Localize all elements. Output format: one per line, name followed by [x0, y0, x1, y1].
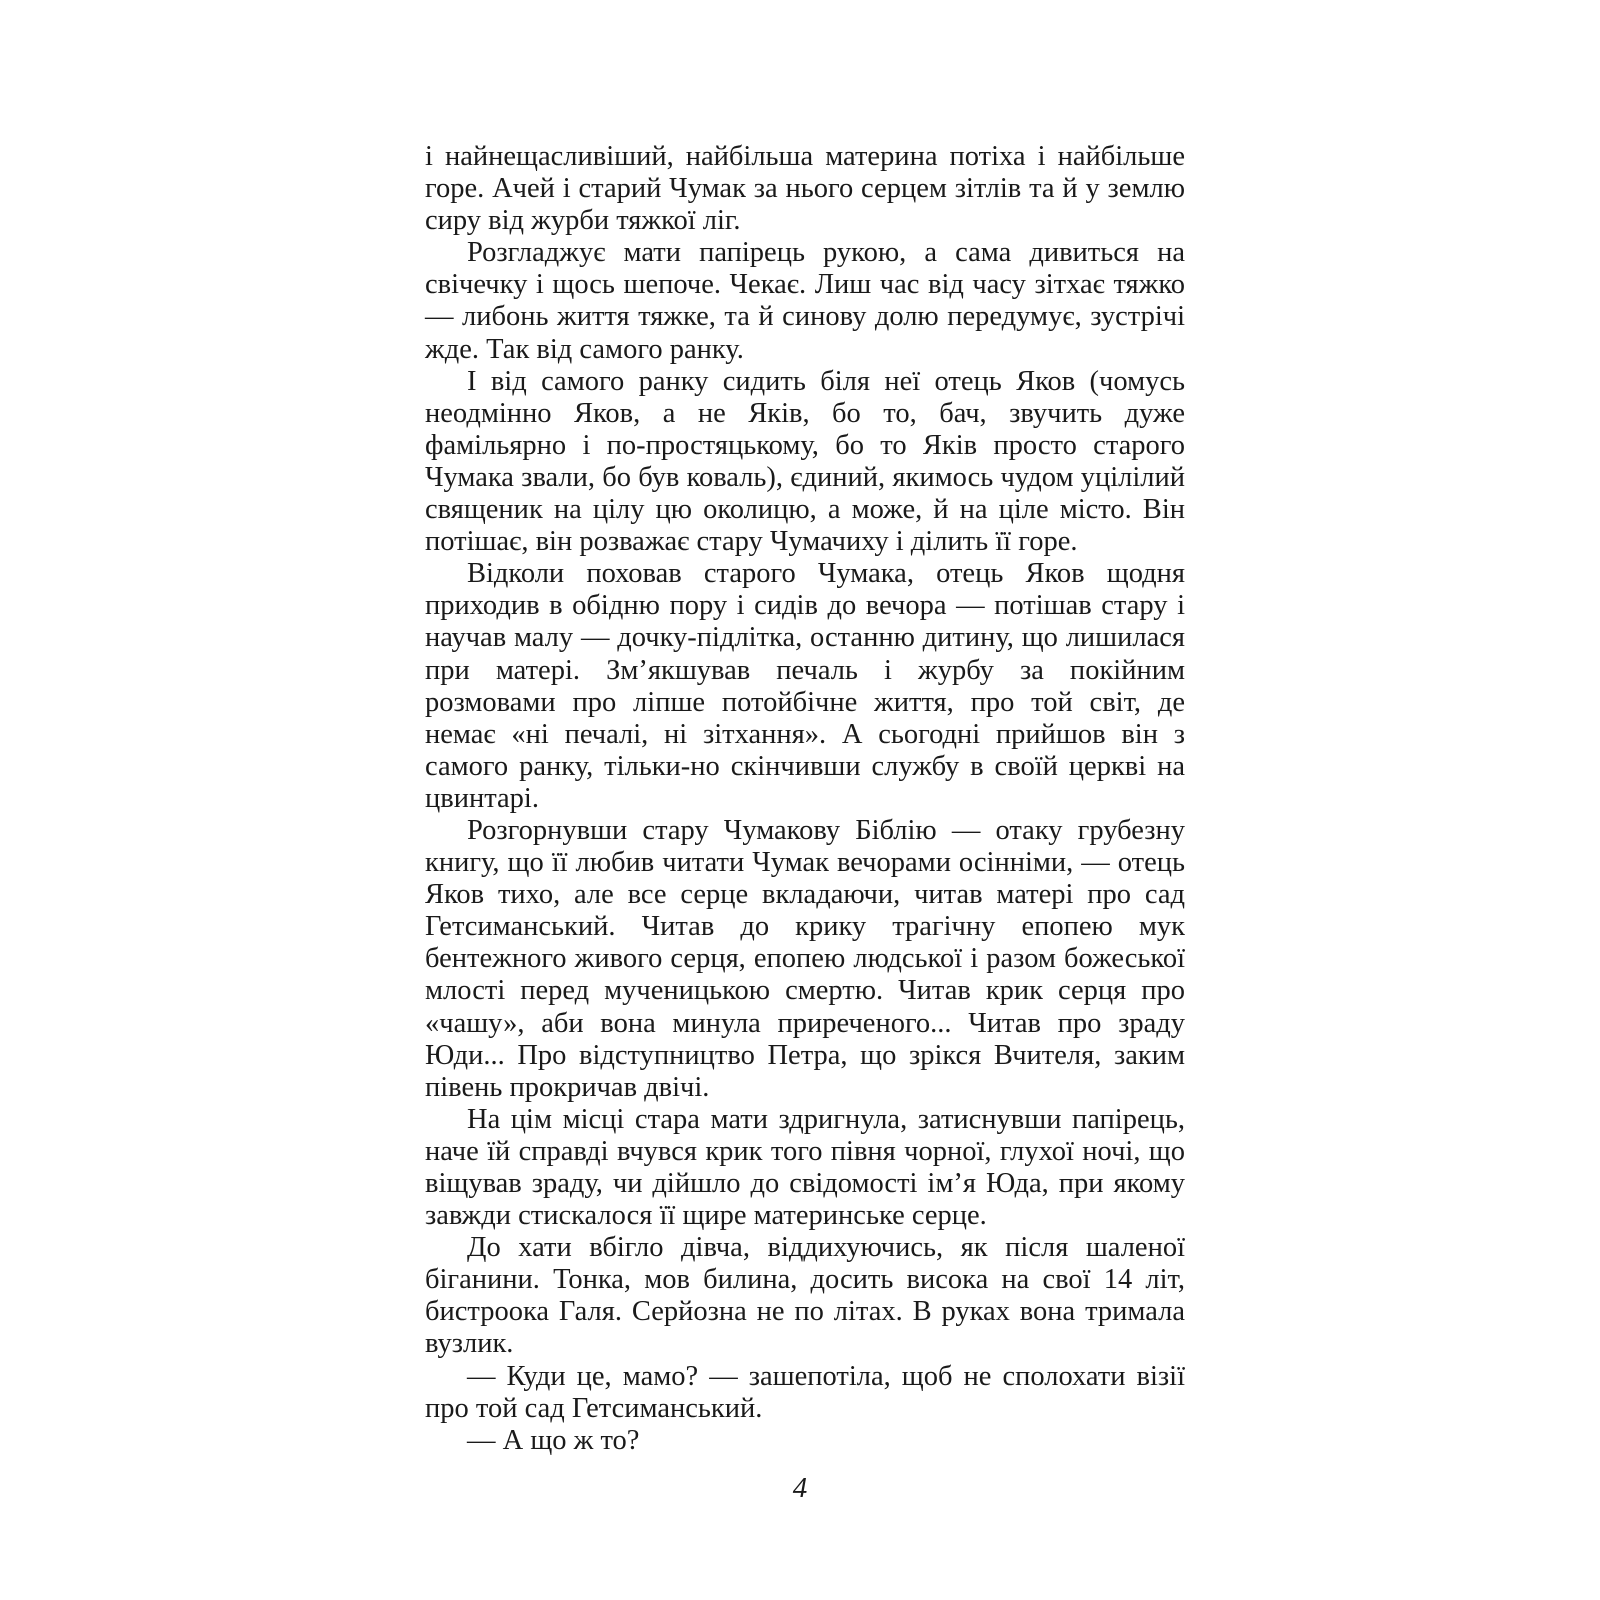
paragraph-7: До хати вбігло дівча, віддихуючись, як після шаленої біганини. Тонка, мов билина, досить висока на свої 14 літ, бистроока Галя. Серйозна не по літах. В руках вона тримала вузлик. [425, 1232, 1185, 1360]
paragraph-1: і найнещасливіший, найбільша материна потіха і найбільше горе. Ачей і старий Чумак за нього серцем зітлів та й у землю сиру від журби тяжкої ліг. [425, 141, 1185, 237]
paragraph-5: Розгорнувши стару Чумакову Біблію — отаку грубезну книгу, що її любив читати Чумак вечорами осінніми, — отець Яков тихо, але все серце вкладаючи, читав матері про сад Гетсиманський. Читав до крику трагічну епопею мук бентежного живого серця, епопею людської і разом божеської млості перед мученицькою смертю. Читав крик серця про «чашу», аби вона минула приреченого... Читав про зраду Юди... Про відступництво Петра, що зрікся Вчителя, заким півень прокричав двічі. [425, 814, 1185, 1103]
paragraph-2: Розгладжує мати папірець рукою, а сама дивиться на свічечку і щось шепоче. Чекає. Лиш час від часу зітхає тяжко — либонь життя тяжке, та й синову долю передумує, зустрічі жде. Так від самого ранку. [425, 237, 1185, 365]
paragraph-3: І від самого ранку сидить біля неї отець Яков (чомусь неодмінно Яков, а не Яків, бо то, бач, звучить дуже фамільярно і по-простяцькому, бо то Яків просто старого Чумака звали, бо був коваль), єдиний, якимось чудом уцілілий священик на цілу цю околицю, а може, й на ціле місто. Він потішає, він розважає стару Чумачиху і ділить її горе. [425, 365, 1185, 558]
paragraph-9: — А що ж то? [467, 1424, 640, 1456]
body-text [425, 141, 1185, 1457]
paragraph-4: Відколи поховав старого Чумака, отець Яков щодня приходив в обідню пору і сидів до вечора — потішав стару і научав малу — дочку-підлітка, останню дитину, що лишилася при матері. Зм’якшував печаль і журбу за покійним розмовами про ліпше потойбічне життя, про той світ, де немає «ні печалі, ні зітхання». А сьогодні прийшов він з самого ранку, тільки-но скінчивши службу в своїй церкві на цвинтарі. [425, 558, 1185, 814]
paragraph-6: На цім місці стара мати здригнула, затиснувши папірець, наче їй справді вчувся крик того півня чорної, глухої ночі, що віщував зраду, чи дійшло до свідомості ім’я Юда, при якому завжди стискалося її щире материнське серце. [425, 1103, 1185, 1232]
paragraph-8: — Куди це, мамо? — зашепотіла, щоб не сполохати візії про той сад Гетсиманський. [425, 1360, 1185, 1424]
page-number: 4 [792, 1472, 808, 1504]
